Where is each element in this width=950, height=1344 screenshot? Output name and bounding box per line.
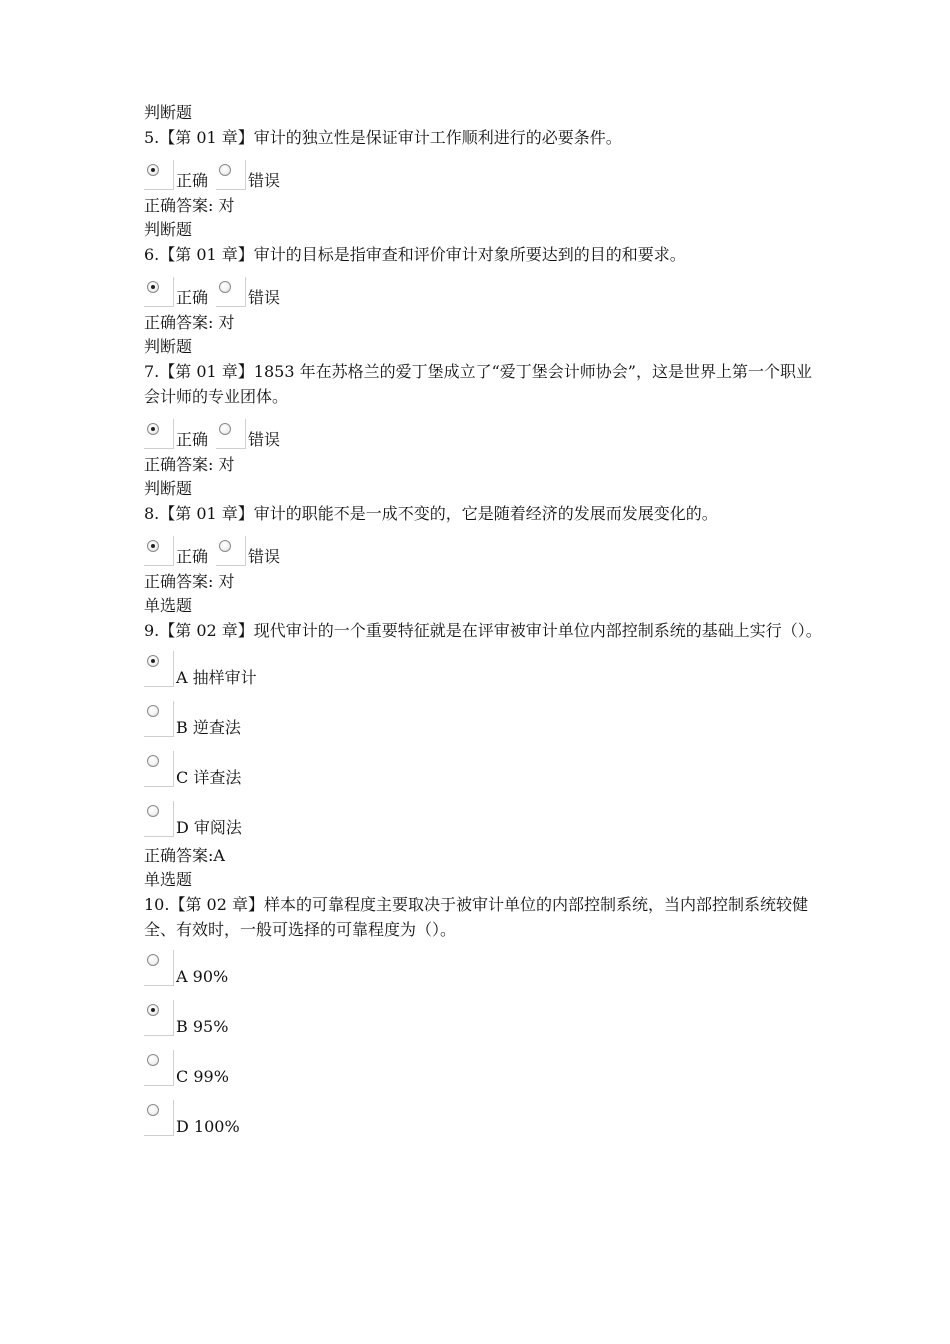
option-group: [144, 152, 824, 190]
question-type: 判断题: [144, 220, 193, 239]
radio-empty-icon: [219, 164, 231, 176]
option-radio[interactable]: [216, 277, 246, 307]
option-d: [144, 793, 824, 837]
question-type: 判断题: [144, 337, 193, 356]
radio-selected-icon: [147, 423, 159, 435]
option-c: [144, 1042, 824, 1086]
option-radio[interactable]: [144, 950, 174, 986]
option-group: [144, 528, 824, 566]
option-radio[interactable]: [144, 160, 174, 190]
radio-empty-icon: [147, 1054, 159, 1066]
question-block: [144, 868, 824, 1136]
question-block: [144, 101, 824, 218]
question-text: 7.【第 01 章】1853 年在苏格兰的爱丁堡成立了“爱丁堡会计师协会”，这是世界上第一个职业会计师的专业团体。: [144, 362, 812, 406]
option-radio[interactable]: [144, 751, 174, 787]
radio-empty-icon: [147, 755, 159, 767]
radio-empty-icon: [219, 281, 231, 293]
option-radio[interactable]: [144, 1050, 174, 1086]
question-text: 5.【第 01 章】审计的独立性是保证审计工作顺利进行的必要条件。: [144, 128, 622, 147]
option-label: 正确: [176, 288, 209, 307]
question-text: 6.【第 01 章】审计的目标是指审查和评价审计对象所要达到的目的和要求。: [144, 245, 686, 264]
question-type: 判断题: [144, 479, 193, 498]
option-label: 错误: [248, 288, 281, 307]
option-radio[interactable]: [144, 1000, 174, 1036]
radio-selected-icon: [147, 164, 159, 176]
question-text: 9.【第 02 章】现代审计的一个重要特征就是在评审被审计单位内部控制系统的基础上实行（）。: [144, 621, 822, 640]
correct-answer: 正确答案: 对: [144, 572, 235, 591]
option-label: 正确: [176, 547, 209, 566]
option-label: 正确: [176, 171, 209, 190]
option-label: B 逆查法: [176, 718, 241, 737]
question-type: 判断题: [144, 103, 193, 122]
correct-answer: 正确答案: 对: [144, 313, 235, 332]
correct-answer: 正确答案: 对: [144, 455, 235, 474]
option-a: [144, 942, 824, 986]
option-radio[interactable]: [144, 277, 174, 307]
radio-empty-icon: [219, 540, 231, 552]
correct-answer: 正确答案:A: [144, 846, 225, 865]
option-label: 错误: [248, 171, 281, 190]
question-type: 单选题: [144, 596, 193, 615]
radio-selected-icon: [147, 1004, 159, 1016]
option-label: 错误: [248, 547, 281, 566]
option-label: A 抽样审计: [176, 668, 257, 687]
radio-selected-icon: [147, 655, 159, 667]
option-label: A 90%: [176, 967, 229, 986]
option-b: [144, 992, 824, 1036]
option-label: C 99%: [176, 1067, 229, 1086]
option-group: [144, 411, 824, 449]
question-text: 8.【第 01 章】审计的职能不是一成不变的，它是随着经济的发展而发展变化的。: [144, 504, 718, 523]
option-radio[interactable]: [216, 419, 246, 449]
option-c: [144, 743, 824, 787]
option-radio[interactable]: [216, 160, 246, 190]
radio-selected-icon: [147, 540, 159, 552]
option-radio[interactable]: [144, 536, 174, 566]
option-label: 错误: [248, 430, 281, 449]
correct-answer: 正确答案: 对: [144, 196, 235, 215]
option-radio[interactable]: [144, 801, 174, 837]
question-type: 单选题: [144, 870, 193, 889]
option-radio[interactable]: [144, 1100, 174, 1136]
option-label: D 100%: [176, 1117, 240, 1136]
option-radio[interactable]: [144, 701, 174, 737]
question-block: [144, 335, 824, 477]
option-label: C 详查法: [176, 768, 242, 787]
option-radio[interactable]: [216, 536, 246, 566]
option-radio[interactable]: [144, 651, 174, 687]
option-label: D 审阅法: [176, 818, 242, 837]
option-group: [144, 269, 824, 307]
option-d: [144, 1092, 824, 1136]
radio-empty-icon: [147, 1104, 159, 1116]
radio-empty-icon: [147, 705, 159, 717]
radio-empty-icon: [147, 805, 159, 817]
option-a: [144, 643, 824, 687]
option-radio[interactable]: [144, 419, 174, 449]
option-label: 正确: [176, 430, 209, 449]
radio-empty-icon: [219, 423, 231, 435]
question-block: [144, 594, 824, 868]
radio-selected-icon: [147, 281, 159, 293]
quiz-document: [144, 101, 824, 1142]
question-block: [144, 218, 824, 335]
option-label: B 95%: [176, 1017, 229, 1036]
option-b: [144, 693, 824, 737]
question-block: [144, 477, 824, 594]
question-text: 10.【第 02 章】样本的可靠程度主要取决于被审计单位的内部控制系统，当内部控制系统较健全、有效时，一般可选择的可靠程度为（）。: [144, 895, 808, 939]
radio-empty-icon: [147, 954, 159, 966]
